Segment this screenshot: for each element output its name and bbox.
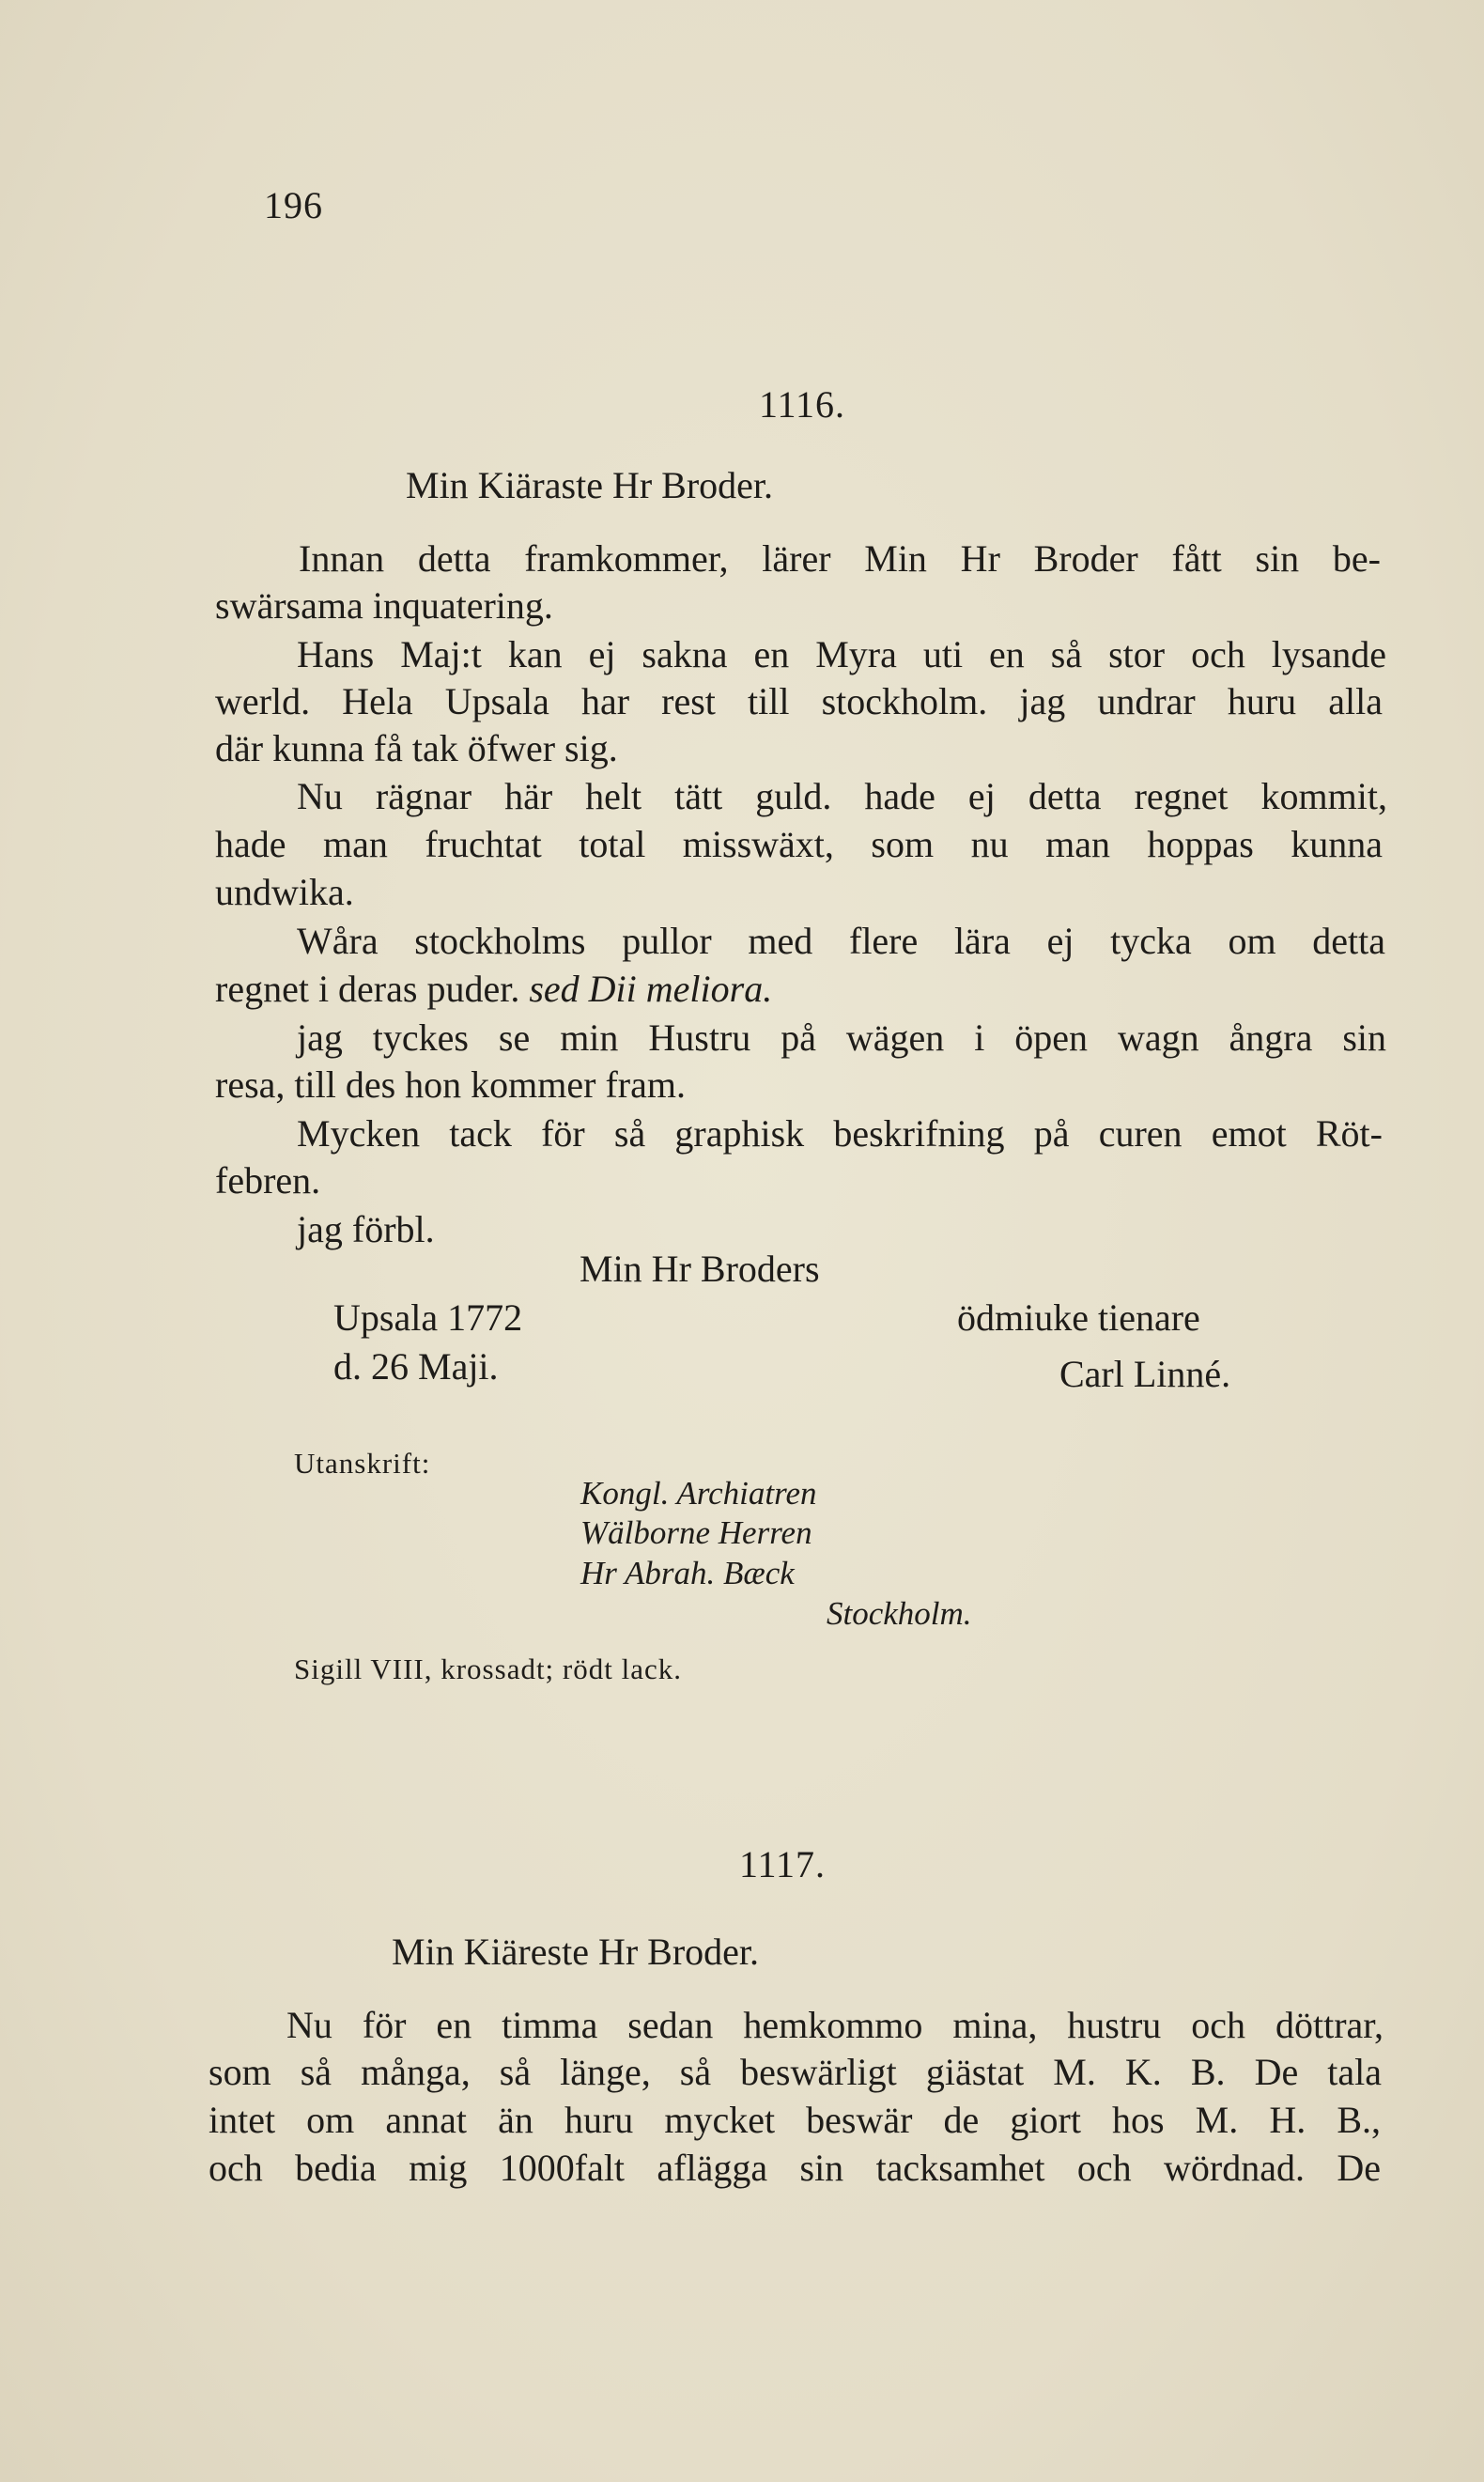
address-line: Stockholm. [827,1595,972,1632]
text-line: Wåra stockholms pullor med flere lära ej tycka om detta [297,920,1385,962]
text-line: resa, till des hon kommer fram. [215,1063,686,1106]
text-line: jag förbl. [297,1208,435,1250]
seal-note: Sigill VIII, krossadt; rödt lack. [294,1652,682,1685]
text-line: Hans Maj:t kan ej sakna en Myra uti en så stor och lysande [297,633,1386,675]
text-line: swärsama inquatering. [215,584,553,627]
text-line: intet om annat än huru mycket beswär de giort hos M. H. B., [209,2099,1381,2141]
text-line [215,966,772,1013]
salutation: Min Kiäreste Hr Broder. [392,1931,760,1973]
address-label: Utanskrift: [294,1447,431,1480]
text-line: hade man fruchtat total misswäxt, som nu man hoppas kunna [215,823,1383,865]
address-line: Wälborne Herren [580,1514,812,1551]
text-line: Innan detta framkommer, lärer Min Hr Broder fått sin be- [299,537,1381,580]
letter-number: 1117. [739,1843,827,1885]
closing: Min Hr Broders [580,1248,820,1290]
text-line: werld. Hela Upsala har rest till stockholm. jag undrar huru alla [215,680,1383,722]
text-line: där kunna få tak öfwer sig. [215,727,618,769]
place-year: Upsala 1772 [333,1296,523,1339]
text-line: febren. [215,1159,321,1202]
latin-phrase: sed Dii meliora. [529,968,773,1010]
text-line: undwika. [215,871,354,913]
signature: Carl Linné. [1059,1353,1231,1395]
date: d. 26 Maji. [333,1345,499,1388]
page-number: 196 [264,184,323,226]
text-line: Nu rägnar här helt tätt guld. hade ej detta regnet kommit, [297,775,1387,817]
letter-number: 1116. [759,383,846,426]
text-line: Mycken tack för så graphisk beskrifning på curen emot Röt- [297,1112,1383,1155]
address-line: Hr Abrah. Bæck [580,1555,795,1591]
text-line: som så många, så länge, så beswärligt giästat M. K. B. De tala [209,2051,1382,2093]
address-line: Kongl. Archiatren [580,1475,817,1512]
salutation: Min Kiäraste Hr Broder. [406,464,774,506]
text-line: och bedia mig 1000falt aflägga sin tacksamhet och wördnad. De [209,2147,1381,2189]
humble-servant: ödmiuke tienare [957,1296,1200,1339]
text-line: Nu för en timma sedan hemkommo mina, hustru och döttrar, [286,2004,1384,2046]
text-span: regnet i deras puder. [215,968,530,1010]
text-line: jag tyckes se min Hustru på wägen i öpen wagn ångra sin [297,1016,1386,1059]
